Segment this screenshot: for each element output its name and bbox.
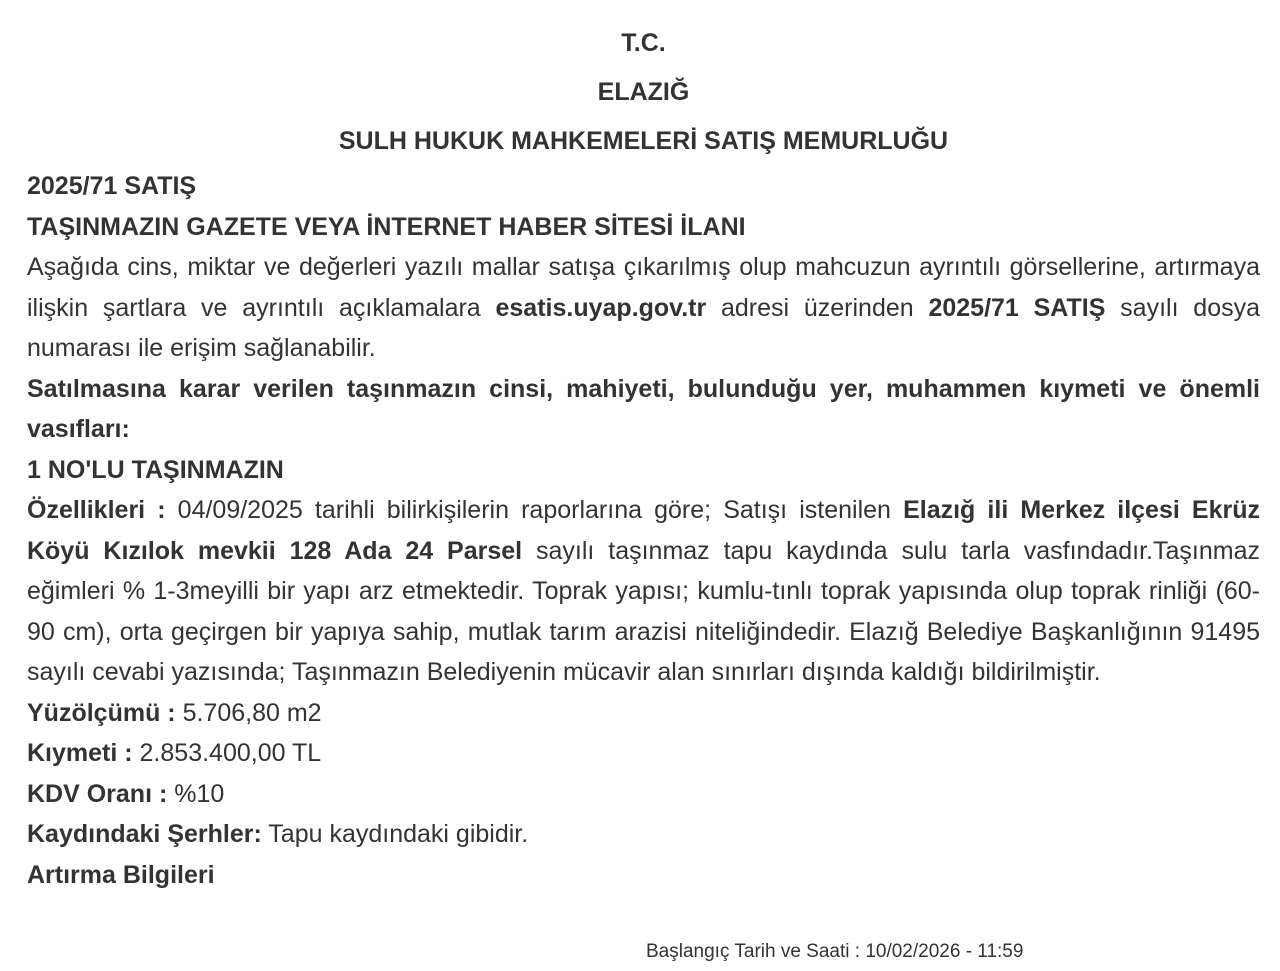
notice-document [27, 0, 1260, 895]
vat-label: KDV Oranı : [27, 779, 175, 808]
vat-row [27, 774, 1260, 815]
intro-text-1: Aşağıda cins, miktar ve değerleri yazılı mallar satışa çıkarılmış olup mahcuzun ayrıntılı görsellerine, artırmaya ilişkin şartlara ve ayrıntılı açıklamalara [27, 253, 1260, 322]
start-value: 10/02/2026 - 11:59 [865, 941, 1024, 962]
annotations-value: Tapu kaydındaki gibidir. [261, 820, 529, 848]
area-value: 5.706,80 m2 [182, 698, 322, 727]
features-text-2: sayılı taşınmaz tapu kaydında sulu tarla vasfındadır.Taşınmaz eğimleri % 1-3meyilli bir yapı arz etmektedir. Toprak yapısı; kumlu-tınlı toprak yapısında olup toprak rinliği (60-90 cm), orta geçirgen bir yapıya sahip, mutlak tarım arazisi niteliğindedir. Elazığ Belediye Başkanlığının 91495 sayılı cevabi yazısında; Taşınmazın Belediyenin mücavir alan sınırları dışında kaldığı bildirilmiştir. [27, 536, 1260, 686]
intro-text-2: adresi üzerinden [706, 293, 929, 322]
auction-info-title: Artırma Bilgileri [27, 860, 215, 889]
intro-text-3: sayılı dosya numarası ile erişim sağlanabilir. [27, 293, 1261, 362]
file-number: 2025/71 SATIŞ [27, 172, 197, 200]
value-label: Kıymeti : [27, 739, 140, 767]
intro-file-ref: 2025/71 SATIŞ [928, 293, 1106, 322]
section-heading: Satılmasına karar verilen taşınmazın cinsi, mahiyeti, bulunduğu yer, muhammen kıymeti ve önemli vasıfları: [27, 374, 1260, 443]
header-office: SULH HUKUK MAHKEMELERİ SATIŞ MEMURLUĞU [338, 127, 949, 155]
annotations-label: Kaydındaki Şerhler: [27, 820, 262, 848]
features-location: Elazığ ili Merkez ilçesi Ekrüz Köyü Kızılok mevkii 128 Ada 24 Parsel [27, 496, 1260, 565]
vat-value: %10 [174, 779, 225, 808]
annotations-row [27, 814, 1260, 855]
area-label: Yüzölçümü : [27, 698, 183, 727]
start-datetime [646, 940, 1023, 964]
value-row [27, 733, 1260, 774]
area-row [27, 693, 1260, 734]
notice-title: TAŞINMAZIN GAZETE VEYA İNTERNET HABER SİTESİ İLANI [27, 212, 746, 241]
features-paragraph [27, 490, 1260, 693]
features-label: Özellikleri : [27, 496, 178, 524]
esatis-link: esatis.uyap.gov.tr [495, 293, 707, 322]
value-amount: 2.853.400,00 TL [139, 739, 322, 767]
header-tc: T.C. [621, 29, 666, 57]
features-text-1: 04/09/2025 tarihli bilirkişilerin raporlarına göre; Satışı istenilen [177, 496, 904, 524]
start-label: Başlangıç Tarih ve Saati : [646, 941, 866, 962]
intro-paragraph [27, 247, 1260, 369]
header-city: ELAZIĞ [597, 78, 690, 106]
property-title: 1 NO'LU TAŞINMAZIN [27, 455, 284, 484]
